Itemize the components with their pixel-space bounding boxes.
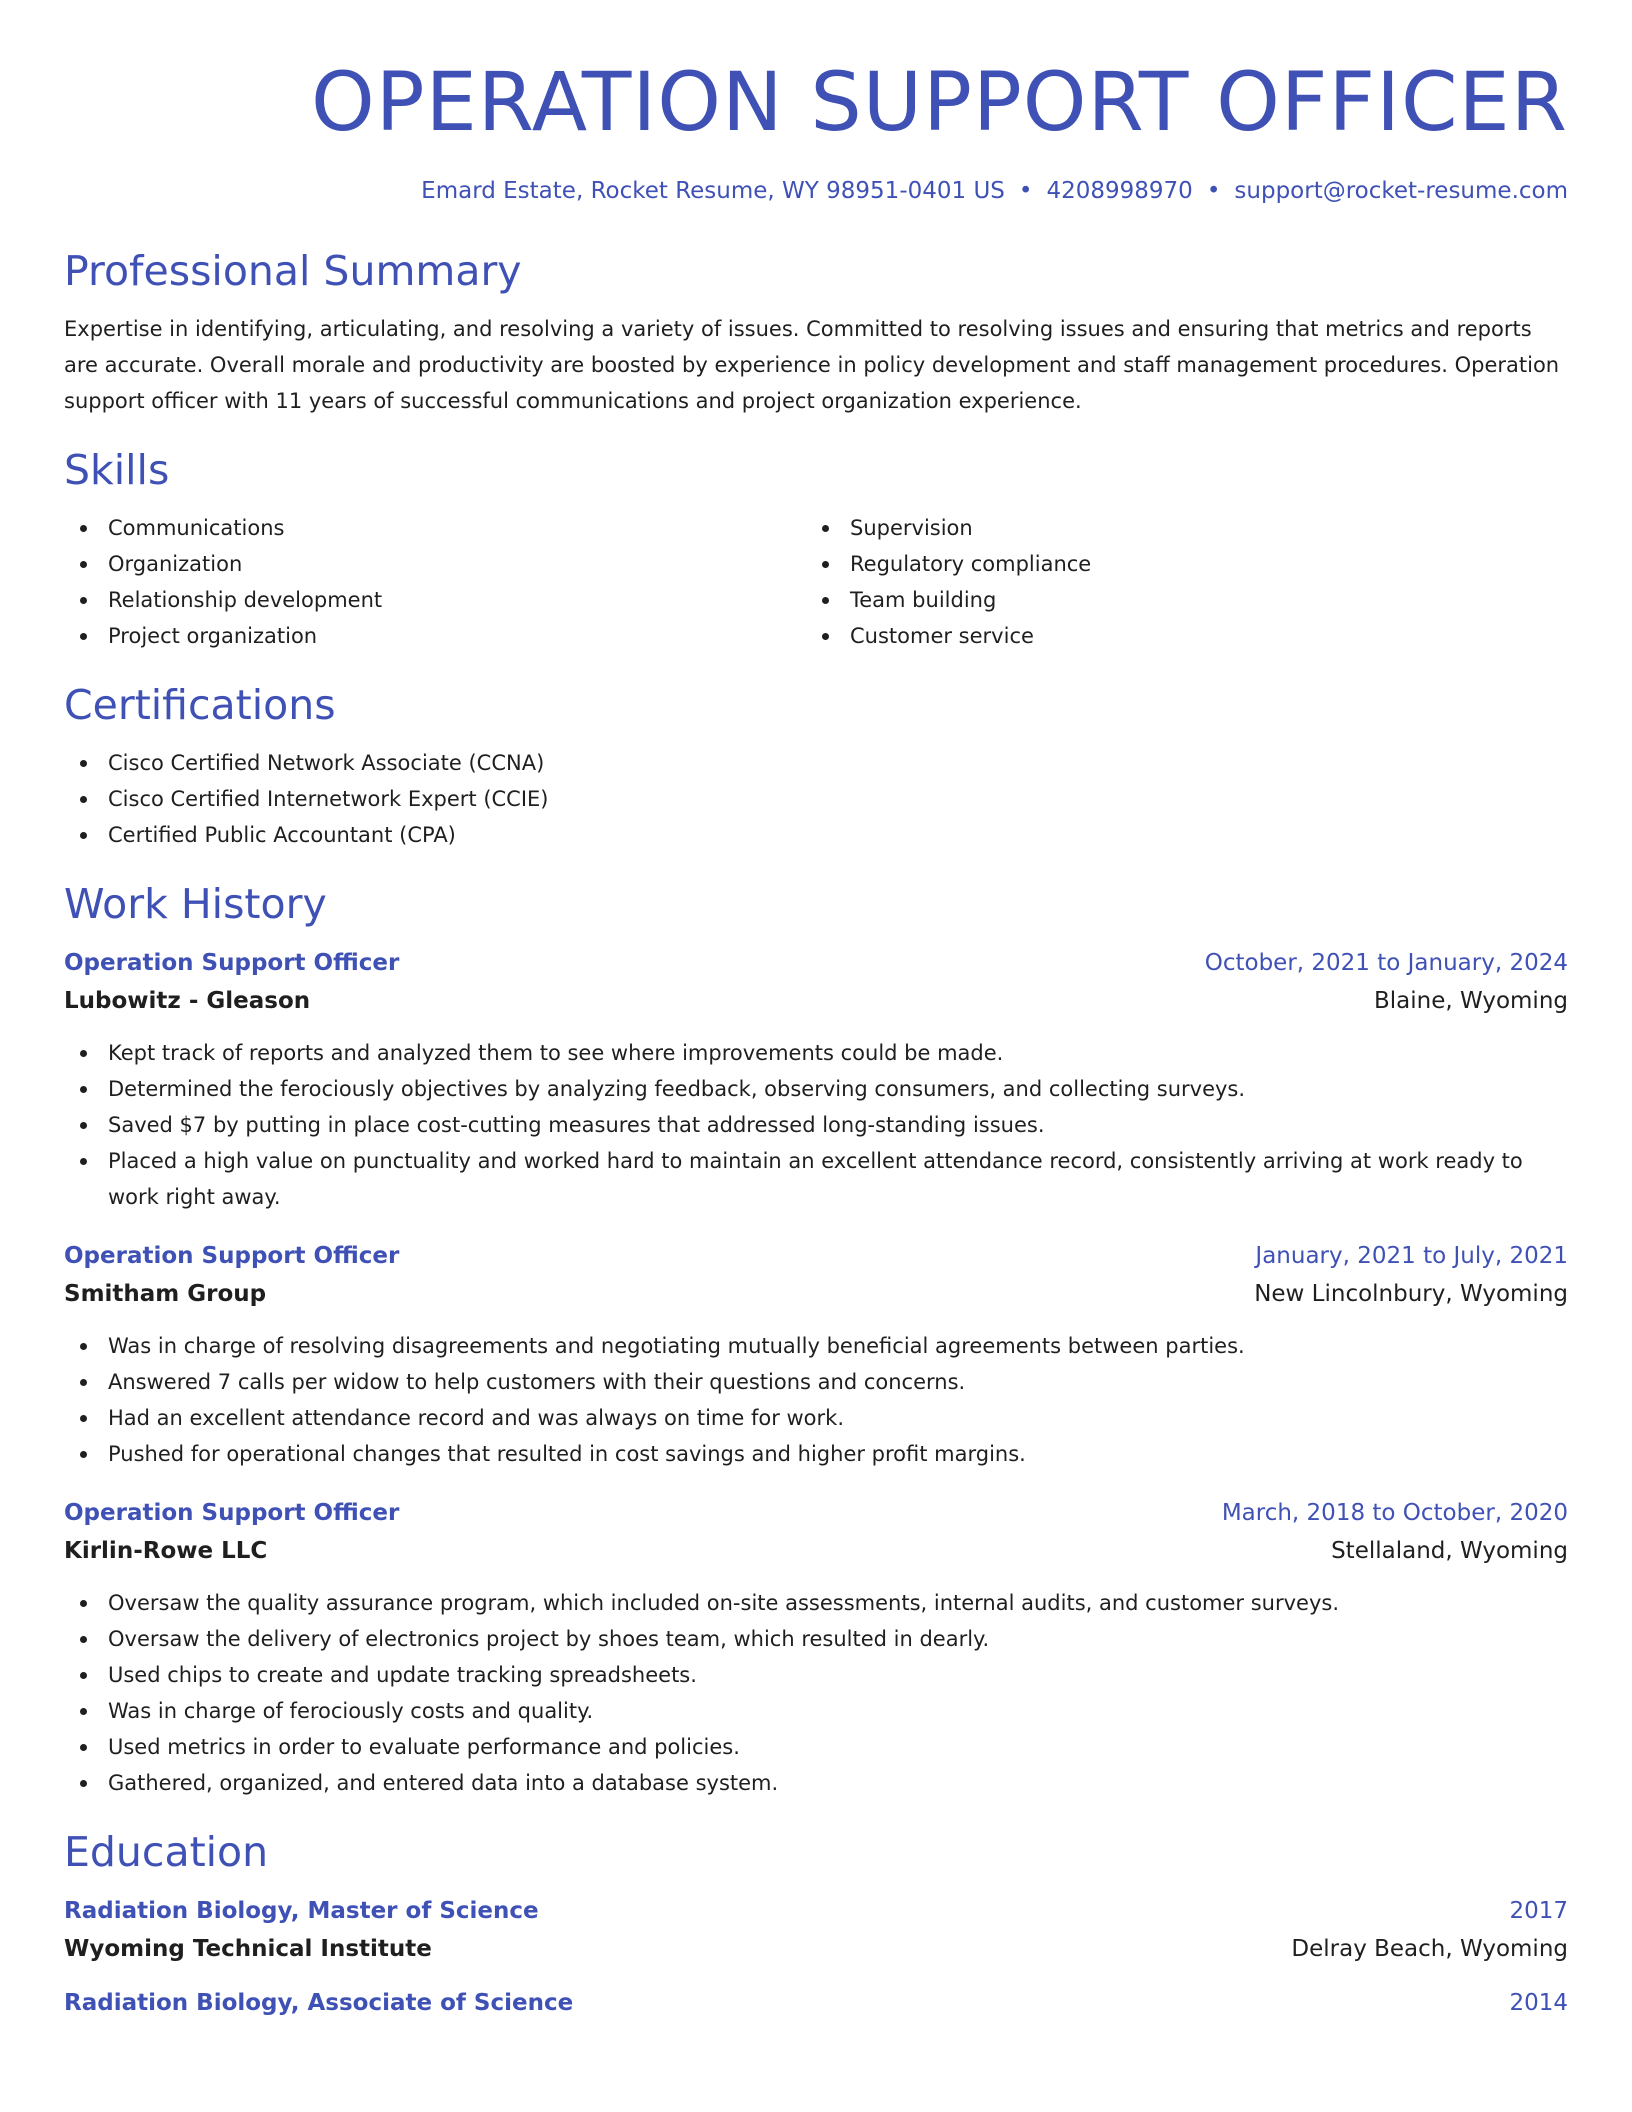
skill-item: Team building — [806, 582, 1548, 618]
summary-heading: Professional Summary — [64, 247, 522, 295]
work-history-heading: Work History — [64, 880, 327, 928]
job-bullet: Used chips to create and update tracking spreadsheets. — [64, 1657, 1568, 1693]
education-entry — [64, 1984, 1568, 2022]
certification-item: Cisco Certified Internetwork Expert (CCIE) — [64, 781, 1568, 817]
job-entry — [64, 1237, 1568, 1472]
job-bullet: Placed a high value on punctuality and worked hard to maintain an excellent attendance record, consistently arriving at work ready to work right away. — [64, 1143, 1568, 1215]
skills-columns — [64, 510, 1568, 654]
skill-item: Communications — [64, 510, 806, 546]
certification-item: Certified Public Accountant (CPA) — [64, 817, 1568, 853]
job-bullet: Was in charge of resolving disagreements and negotiating mutually beneficial agreements between parties. — [64, 1328, 1568, 1364]
job-subheader — [64, 982, 1568, 1020]
skill-item: Regulatory compliance — [806, 546, 1548, 582]
job-company: Smitham Group — [64, 1281, 267, 1307]
skill-item: Organization — [64, 546, 806, 582]
skill-item: Relationship development — [64, 582, 806, 618]
job-title: Operation Support Officer — [64, 950, 400, 976]
education-degree: Radiation Biology, Associate of Science — [64, 1990, 574, 2016]
skill-item: Supervision — [806, 510, 1548, 546]
job-bullets — [64, 1035, 1568, 1215]
job-bullet: Kept track of reports and analyzed them to see where improvements could be made. — [64, 1035, 1568, 1071]
job-dates: March, 2018 to October, 2020 — [1221, 1500, 1568, 1526]
education-subheader — [64, 1930, 1568, 1968]
skills-heading: Skills — [64, 446, 170, 494]
job-header — [64, 944, 1568, 982]
contact-separator: • — [1206, 178, 1221, 204]
education-year: 2014 — [1509, 1990, 1568, 2016]
job-bullet: Had an excellent attendance record and was always on time for work. — [64, 1400, 1568, 1436]
job-bullet: Determined the ferociously objectives by analyzing feedback, observing consumers, and collecting surveys. — [64, 1071, 1568, 1107]
contact-phone: 4208998970 — [1046, 178, 1193, 204]
job-header — [64, 1237, 1568, 1275]
job-company: Lubowitz - Gleason — [64, 988, 311, 1014]
job-bullet: Oversaw the quality assurance program, which included on-site assessments, internal audits, and customer surveys. — [64, 1585, 1568, 1621]
job-bullet: Gathered, organized, and entered data into a database system. — [64, 1765, 1568, 1801]
job-title: Operation Support Officer — [64, 1243, 400, 1269]
contact-email: support@rocket-resume.com — [1234, 178, 1568, 204]
job-company: Kirlin-Rowe LLC — [64, 1538, 268, 1564]
job-title: Operation Support Officer — [64, 1500, 400, 1526]
job-location: New Lincolnbury, Wyoming — [1254, 1281, 1568, 1307]
job-dates: October, 2021 to January, 2024 — [1204, 950, 1568, 976]
education-degree: Radiation Biology, Master of Science — [64, 1898, 539, 1924]
job-bullet: Used metrics in order to evaluate performance and policies. — [64, 1729, 1568, 1765]
education-location: Delray Beach, Wyoming — [1291, 1936, 1568, 1962]
job-bullet: Saved $7 by putting in place cost-cutting measures that addressed long-standing issues. — [64, 1107, 1568, 1143]
job-location: Blaine, Wyoming — [1374, 988, 1568, 1014]
job-subheader — [64, 1275, 1568, 1313]
education-header — [64, 1984, 1568, 2022]
job-bullet: Was in charge of ferociously costs and quality. — [64, 1693, 1568, 1729]
education-year: 2017 — [1509, 1898, 1568, 1924]
job-bullet: Pushed for operational changes that resulted in cost savings and higher profit margins. — [64, 1436, 1568, 1472]
job-bullet: Answered 7 calls per widow to help customers with their questions and concerns. — [64, 1364, 1568, 1400]
resume-page — [64, 0, 1568, 2112]
education-school: Wyoming Technical Institute — [64, 1936, 432, 1962]
skills-list-left — [64, 510, 806, 654]
job-location: Stellaland, Wyoming — [1331, 1538, 1568, 1564]
certifications-heading: Certifications — [64, 681, 336, 729]
job-bullet: Oversaw the delivery of electronics project by shoes team, which resulted in dearly. — [64, 1621, 1568, 1657]
job-dates: January, 2021 to July, 2021 — [1255, 1243, 1568, 1269]
education-header — [64, 1892, 1568, 1930]
contact-address: Emard Estate, Rocket Resume, WY 98951-0401 US — [421, 178, 1005, 204]
job-subheader — [64, 1532, 1568, 1570]
skill-item: Customer service — [806, 618, 1548, 654]
candidate-name: OPERATION SUPPORT OFFICER — [311, 56, 1568, 150]
contact-separator: • — [1018, 178, 1033, 204]
job-bullets — [64, 1585, 1568, 1801]
certifications-list — [64, 745, 1568, 853]
summary-text: Expertise in identifying, articulating, and resolving a variety of issues. Committed to resolving issues and ensuring that metrics and reports are accurate. Overall morale and productivity are boosted by experience in policy development and staff management procedures. Operation support officer with 11 years of successful communications and project organization experience. — [64, 317, 1560, 413]
skill-item: Project organization — [64, 618, 806, 654]
job-entry — [64, 944, 1568, 1215]
contact-line — [64, 176, 1568, 206]
job-bullets — [64, 1328, 1568, 1472]
certification-item: Cisco Certified Network Associate (CCNA) — [64, 745, 1568, 781]
job-header — [64, 1494, 1568, 1532]
education-entry — [64, 1892, 1568, 1968]
education-heading: Education — [64, 1828, 269, 1876]
skills-list-right — [806, 510, 1548, 654]
job-entry — [64, 1494, 1568, 1801]
